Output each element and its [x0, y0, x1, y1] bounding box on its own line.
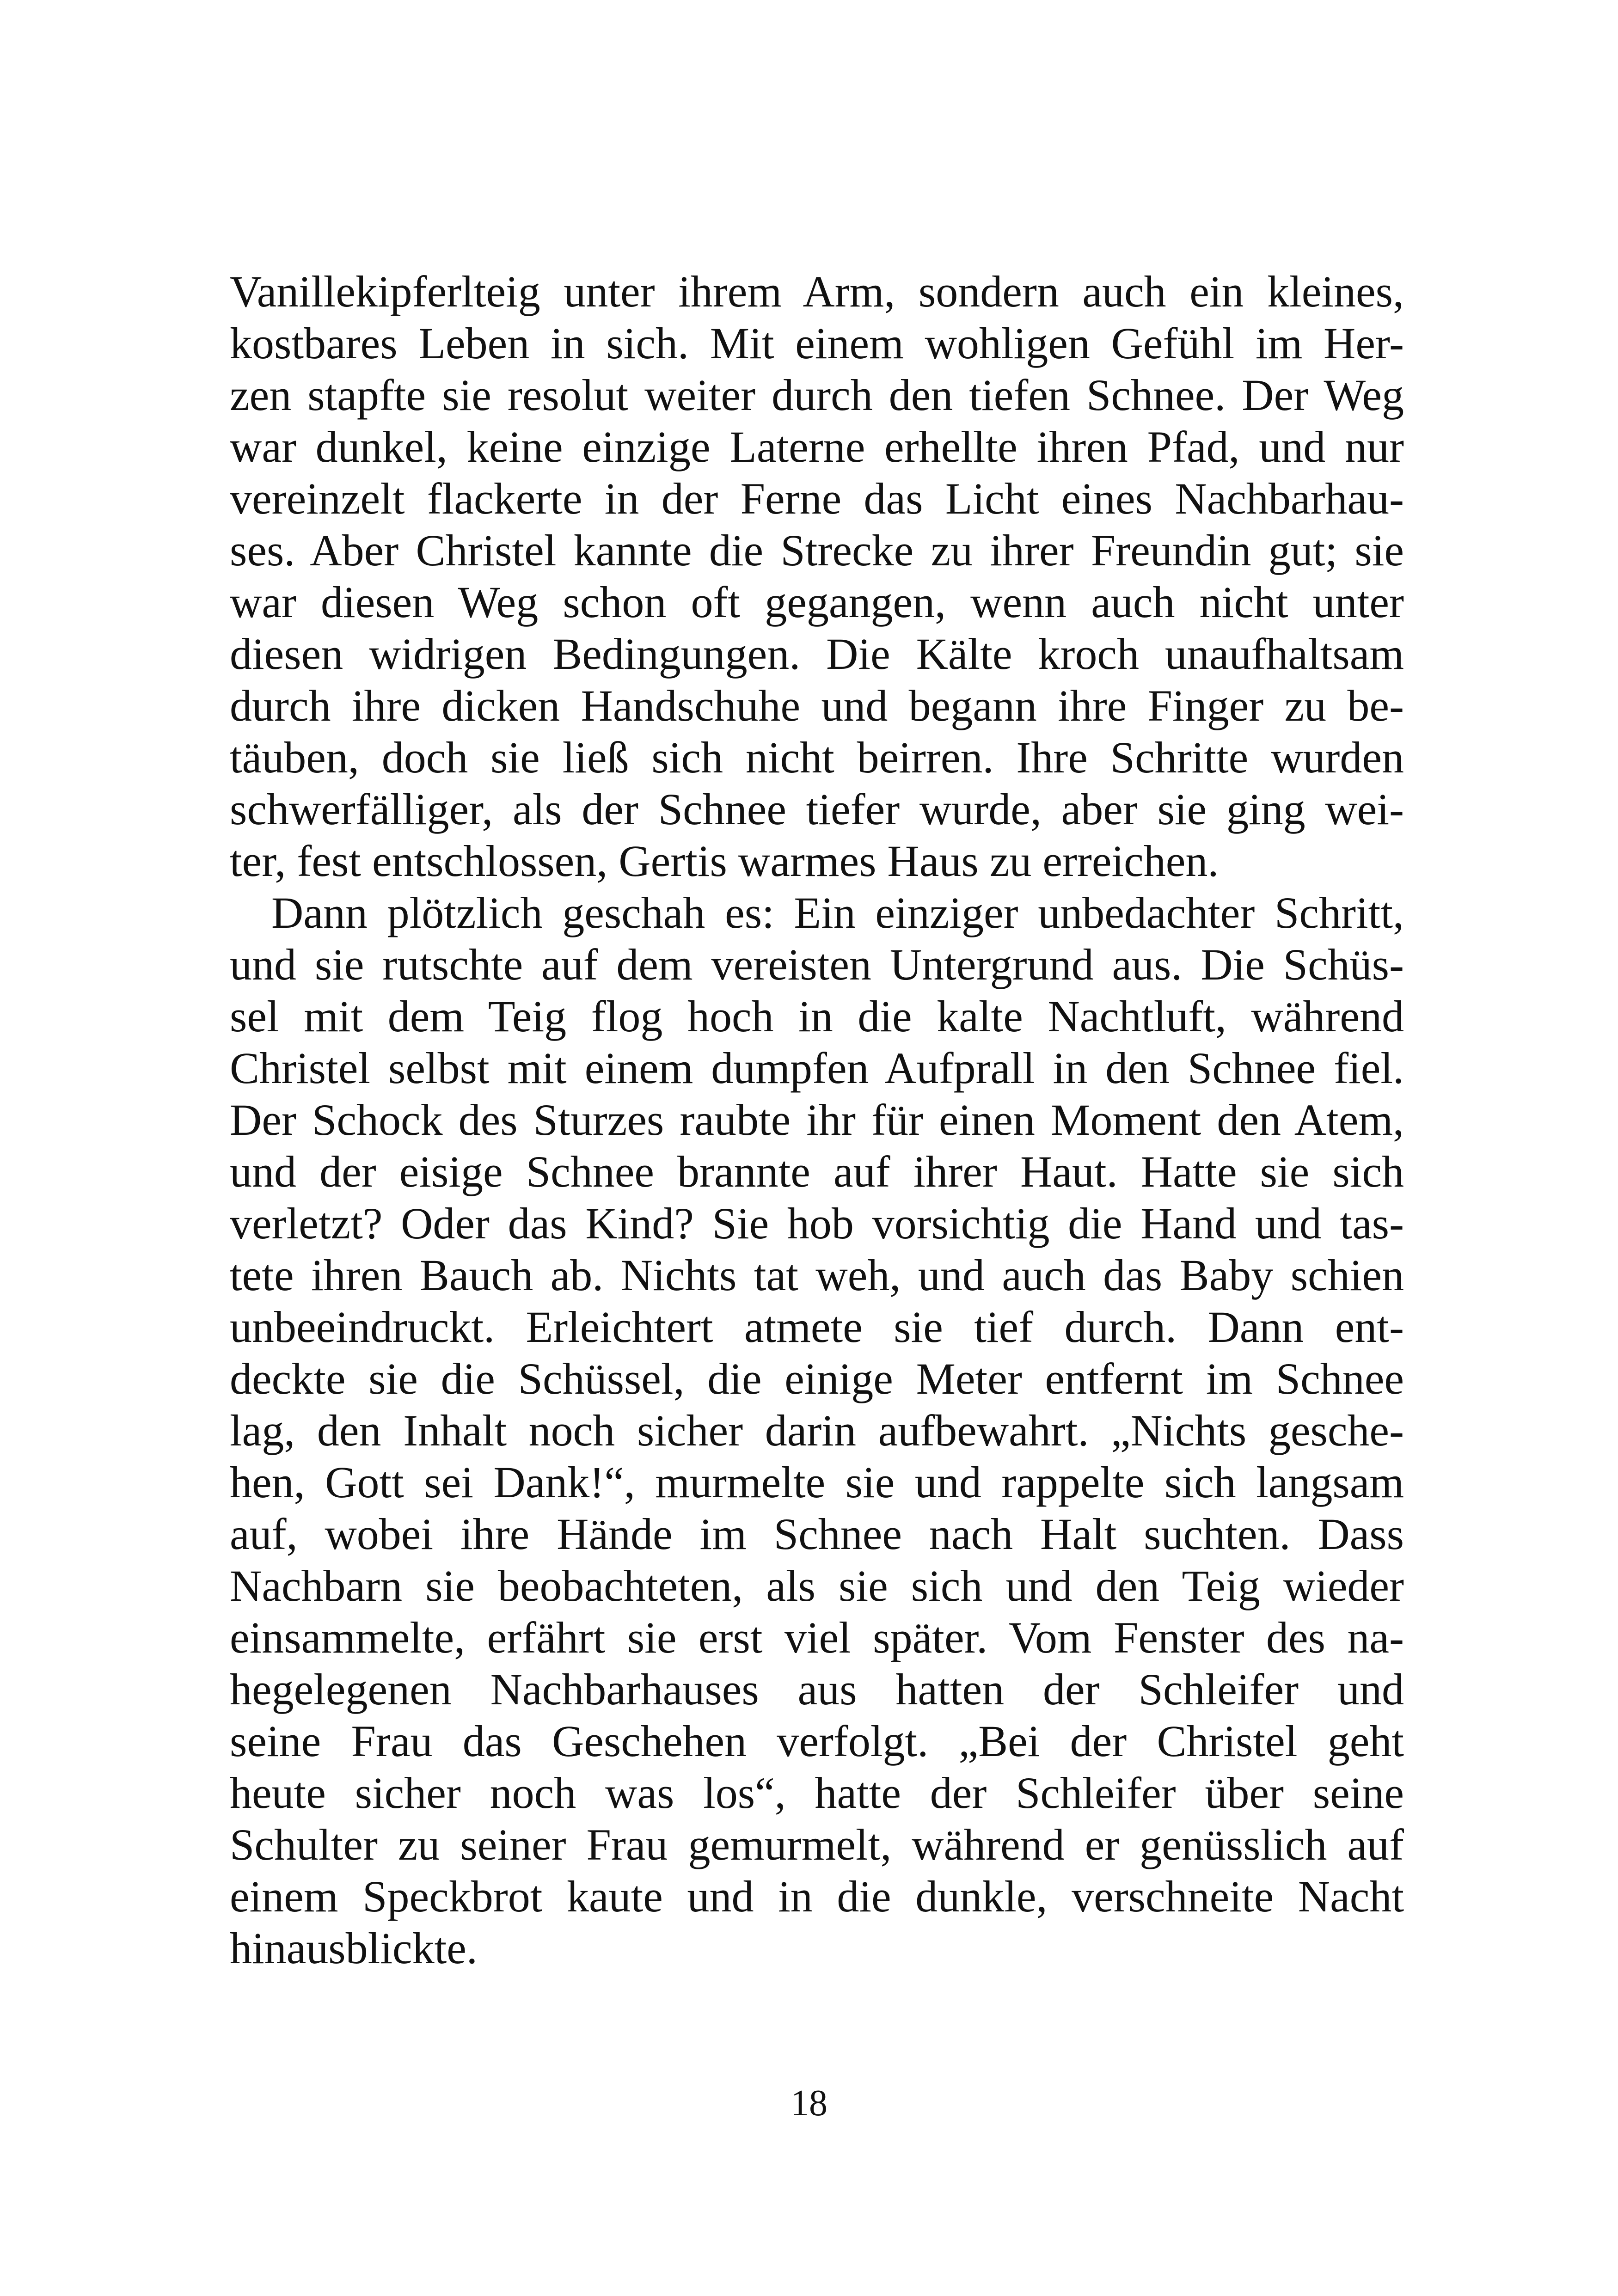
text-line: einem Speckbrot kaute und in die dunkle, verschneite Nacht [230, 1872, 1404, 1921]
text-line: Christel selbst mit einem dumpfen Aufprall in den Schnee fiel. [230, 1043, 1404, 1093]
text-line: auf, wobei ihre Hände im Schnee nach Halt suchten. Dass [230, 1509, 1404, 1559]
text-line: einsammelte, erfährt sie erst viel später. Vom Fenster des na- [230, 1613, 1404, 1662]
text-line: kostbares Leben in sich. Mit einem wohligen Gefühl im Her- [230, 318, 1404, 368]
text-line: durch ihre dicken Handschuhe und begann ihre Finger zu be- [230, 681, 1404, 730]
page-number: 18 [791, 2083, 827, 2124]
text-line: und sie rutschte auf dem vereisten Untergrund aus. Die Schüs- [230, 940, 1404, 989]
text-line: Der Schock des Sturzes raubte ihr für einen Moment den Atem, [230, 1095, 1404, 1145]
text-line: sel mit dem Teig flog hoch in die kalte Nachtluft, während [230, 992, 1404, 1041]
text-line: hegelegenen Nachbarhauses aus hatten der Schleifer und [230, 1665, 1404, 1714]
text-line: verletzt? Oder das Kind? Sie hob vorsichtig die Hand und tas- [230, 1199, 1404, 1248]
text-line: täuben, doch sie ließ sich nicht beirren. Ihre Schritte wurden [230, 733, 1404, 782]
text-line: Schulter zu seiner Frau gemurmelt, während er genüsslich auf [230, 1820, 1404, 1869]
text-line: seine Frau das Geschehen verfolgt. „Bei der Christel geht [230, 1716, 1404, 1766]
text-line: vereinzelt flackerte in der Ferne das Licht eines Nachbarhau- [230, 474, 1404, 523]
text-line: war diesen Weg schon oft gegangen, wenn auch nicht unter [230, 577, 1404, 627]
text-line: deckte sie die Schüssel, die einige Meter entfernt im Schnee [230, 1354, 1404, 1403]
text-line: war dunkel, keine einzige Laterne erhellte ihren Pfad, und nur [230, 422, 1404, 471]
text-line: und der eisige Schnee brannte auf ihrer Haut. Hatte sie sich [230, 1147, 1404, 1196]
text-line: hinausblickte. [230, 1923, 478, 1973]
text-line: Vanillekipferlteig unter ihrem Arm, sondern auch ein kleines, [230, 267, 1404, 316]
text-line: hen, Gott sei Dank!“, murmelte sie und rappelte sich langsam [230, 1457, 1404, 1507]
text-line: diesen widrigen Bedingungen. Die Kälte kroch unaufhaltsam [230, 629, 1404, 679]
text-line: tete ihren Bauch ab. Nichts tat weh, und auch das Baby schien [230, 1250, 1404, 1300]
text-line: ses. Aber Christel kannte die Strecke zu ihrer Freundin gut; sie [230, 526, 1404, 575]
text-line: unbeeindruckt. Erleichtert atmete sie tief durch. Dann ent- [230, 1302, 1404, 1352]
text-line: Dann plötzlich geschah es: Ein einziger unbedachter Schritt, [271, 888, 1404, 937]
text-line: Nachbarn sie beobachteten, als sie sich und den Teig wieder [230, 1561, 1404, 1610]
text-line: heute sicher noch was los“, hatte der Schleifer über seine [230, 1768, 1404, 1818]
text-line: lag, den Inhalt noch sicher darin aufbewahrt. „Nichts gesche- [230, 1406, 1404, 1455]
text-line: schwerfälliger, als der Schnee tiefer wurde, aber sie ging wei- [230, 784, 1404, 834]
text-line: ter, fest entschlossen, Gertis warmes Haus zu erreichen. [230, 836, 1219, 886]
text-line: zen stapfte sie resolut weiter durch den tiefen Schnee. Der Weg [230, 370, 1404, 420]
body-text [230, 266, 1404, 1974]
